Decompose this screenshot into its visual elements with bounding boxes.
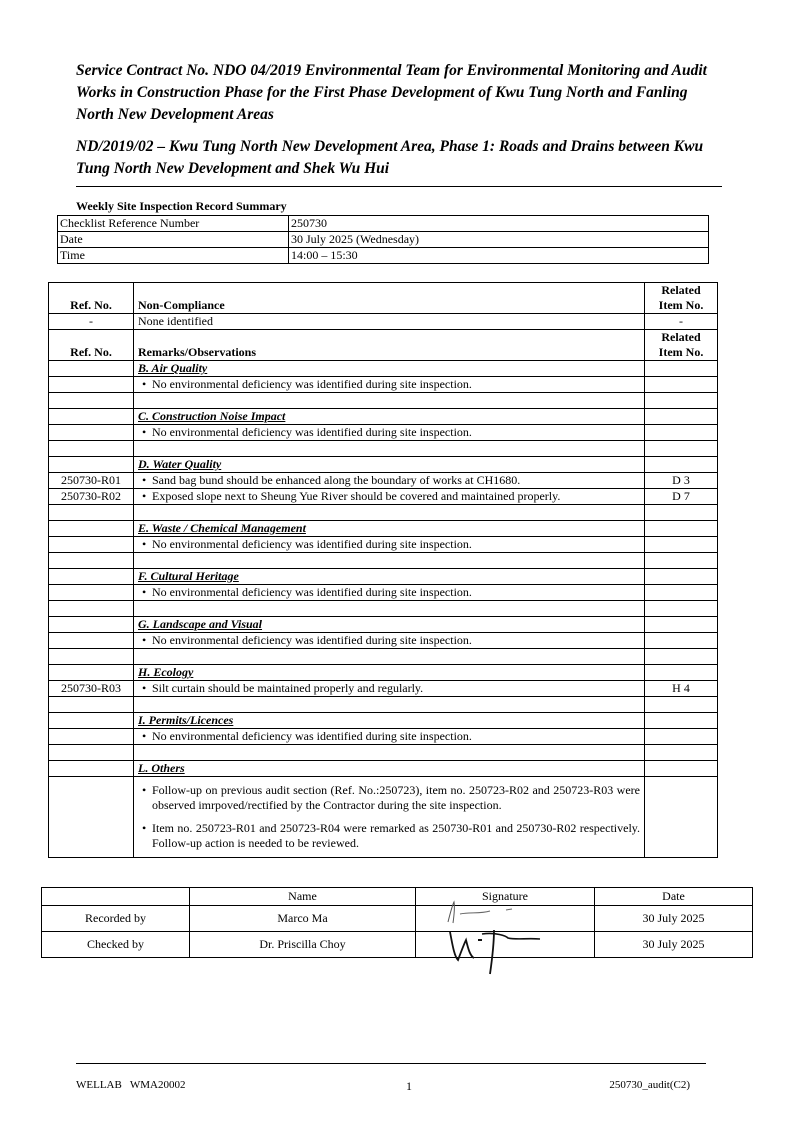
section-heading: I. Permits/Licences <box>134 713 645 729</box>
blank-row <box>49 505 718 521</box>
table-row <box>49 377 718 393</box>
section-row <box>49 521 718 537</box>
others-remarks <box>134 777 645 858</box>
col-related-header: Related Item No. <box>645 330 718 361</box>
section-heading: B. Air Quality <box>134 361 645 377</box>
summary-label: Time <box>58 248 289 264</box>
related-item-cell: D 7 <box>645 489 718 505</box>
summary-value: 250730 <box>289 216 709 232</box>
section-heading: E. Waste / Chemical Management <box>134 521 645 537</box>
table-row <box>49 681 718 697</box>
works-title: ND/2019/02 – Kwu Tung North New Development Area, Phase 1: Roads and Drains between Kwu Tung North New Development and Shek Wu Hui <box>76 138 704 177</box>
table-row <box>58 216 709 232</box>
table-row <box>42 932 753 958</box>
table-header-row <box>42 888 753 906</box>
table-row <box>49 777 718 858</box>
list-item: • Item no. 250723-R01 and 250723-R04 were remarked as 250730-R01 and 250730-R02 respectively. Follow-up action is needed to be reviewed. <box>142 821 640 850</box>
signoff-table <box>41 887 753 958</box>
table-row <box>49 585 718 601</box>
signoff-header <box>42 888 190 906</box>
remark-text: • No environmental deficiency was identified during site inspection. <box>134 585 645 601</box>
ref-cell: - <box>49 314 134 330</box>
noncompliance-text: None identified <box>134 314 645 330</box>
blank-row <box>49 745 718 761</box>
footer-right: 250730_audit(C2) <box>609 1079 690 1091</box>
section-row <box>49 569 718 585</box>
remark-text: • No environmental deficiency was identified during site inspection. <box>134 633 645 649</box>
section-heading: H. Ecology <box>134 665 645 681</box>
role-cell: Checked by <box>42 932 190 958</box>
table-row <box>49 473 718 489</box>
related-item-cell: H 4 <box>645 681 718 697</box>
name-cell: Dr. Priscilla Choy <box>190 932 416 958</box>
table-row <box>49 729 718 745</box>
section-row <box>49 761 718 777</box>
col-noncompliance-header: Non-Compliance <box>134 283 645 314</box>
col-related-header: Related Item No. <box>645 283 718 314</box>
date-cell: 30 July 2025 <box>595 932 753 958</box>
ref-cell: 250730-R03 <box>49 681 134 697</box>
footer-left: WELLAB WMA20002 <box>76 1079 186 1091</box>
signature-image <box>440 896 530 928</box>
signoff-header: Date <box>595 888 753 906</box>
table-row <box>49 633 718 649</box>
remark-text: • Exposed slope next to Sheung Yue River should be covered and maintained properly. <box>134 489 645 505</box>
name-cell: Marco Ma <box>190 906 416 932</box>
section-row <box>49 457 718 473</box>
blank-row <box>49 441 718 457</box>
list-item: • Follow-up on previous audit section (Ref. No.:250723), item no. 250723-R02 and 250723-R03 were observed imrpoved/rectified by the Contractor during the site inspection. <box>142 783 640 812</box>
summary-label: Checklist Reference Number <box>58 216 289 232</box>
remark-text: • No environmental deficiency was identified during site inspection. <box>134 729 645 745</box>
section-heading: L. Others <box>134 761 645 777</box>
ref-cell: 250730-R02 <box>49 489 134 505</box>
blank-row <box>49 553 718 569</box>
blank-row <box>49 649 718 665</box>
col-ref-header: Ref. No. <box>49 283 134 314</box>
summary-value: 14:00 – 15:30 <box>289 248 709 264</box>
header-rule <box>76 186 722 187</box>
summary-title: Weekly Site Inspection Record Summary <box>76 199 287 213</box>
blank-row <box>49 393 718 409</box>
role-cell: Recorded by <box>42 906 190 932</box>
related-item-cell: D 3 <box>645 473 718 489</box>
table-header-row <box>49 283 718 314</box>
related-item-cell: - <box>645 314 718 330</box>
summary-table <box>57 215 709 264</box>
table-row <box>58 232 709 248</box>
ref-cell: 250730-R01 <box>49 473 134 489</box>
remark-text: • Silt curtain should be maintained properly and regularly. <box>134 681 645 697</box>
signature-image <box>436 926 546 978</box>
remark-text: • No environmental deficiency was identified during site inspection. <box>134 537 645 553</box>
section-heading: D. Water Quality <box>134 457 645 473</box>
table-row <box>49 489 718 505</box>
table-row <box>49 314 718 330</box>
blank-row <box>49 697 718 713</box>
remark-text: • No environmental deficiency was identified during site inspection. <box>134 425 645 441</box>
page-number: 1 <box>406 1079 412 1093</box>
document-header <box>76 60 716 180</box>
table-header-row <box>49 330 718 361</box>
footer-rule <box>76 1063 706 1064</box>
section-row <box>49 361 718 377</box>
section-row <box>49 713 718 729</box>
section-heading: C. Construction Noise Impact <box>134 409 645 425</box>
blank-row <box>49 601 718 617</box>
inspection-table <box>48 282 718 858</box>
table-row <box>58 248 709 264</box>
section-heading: G. Landscape and Visual <box>134 617 645 633</box>
contract-title: Service Contract No. NDO 04/2019 Environmental Team for Environmental Monitoring and Audit Works in Construction Phase for the First Phase Development of Kwu Tung North and Fanling North New Development Areas <box>76 62 707 123</box>
table-row <box>42 906 753 932</box>
section-row <box>49 409 718 425</box>
remark-text: • Sand bag bund should be enhanced along the boundary of works at CH1680. <box>134 473 645 489</box>
section-heading: F. Cultural Heritage <box>134 569 645 585</box>
summary-label: Date <box>58 232 289 248</box>
col-remarks-header: Remarks/Observations <box>134 330 645 361</box>
section-row <box>49 665 718 681</box>
table-row <box>49 425 718 441</box>
section-row <box>49 617 718 633</box>
date-cell: 30 July 2025 <box>595 906 753 932</box>
col-ref-header: Ref. No. <box>49 330 134 361</box>
summary-value: 30 July 2025 (Wednesday) <box>289 232 709 248</box>
table-row <box>49 537 718 553</box>
signoff-header: Name <box>190 888 416 906</box>
remark-text: • No environmental deficiency was identified during site inspection. <box>134 377 645 393</box>
signoff-header: Signature <box>416 888 595 906</box>
